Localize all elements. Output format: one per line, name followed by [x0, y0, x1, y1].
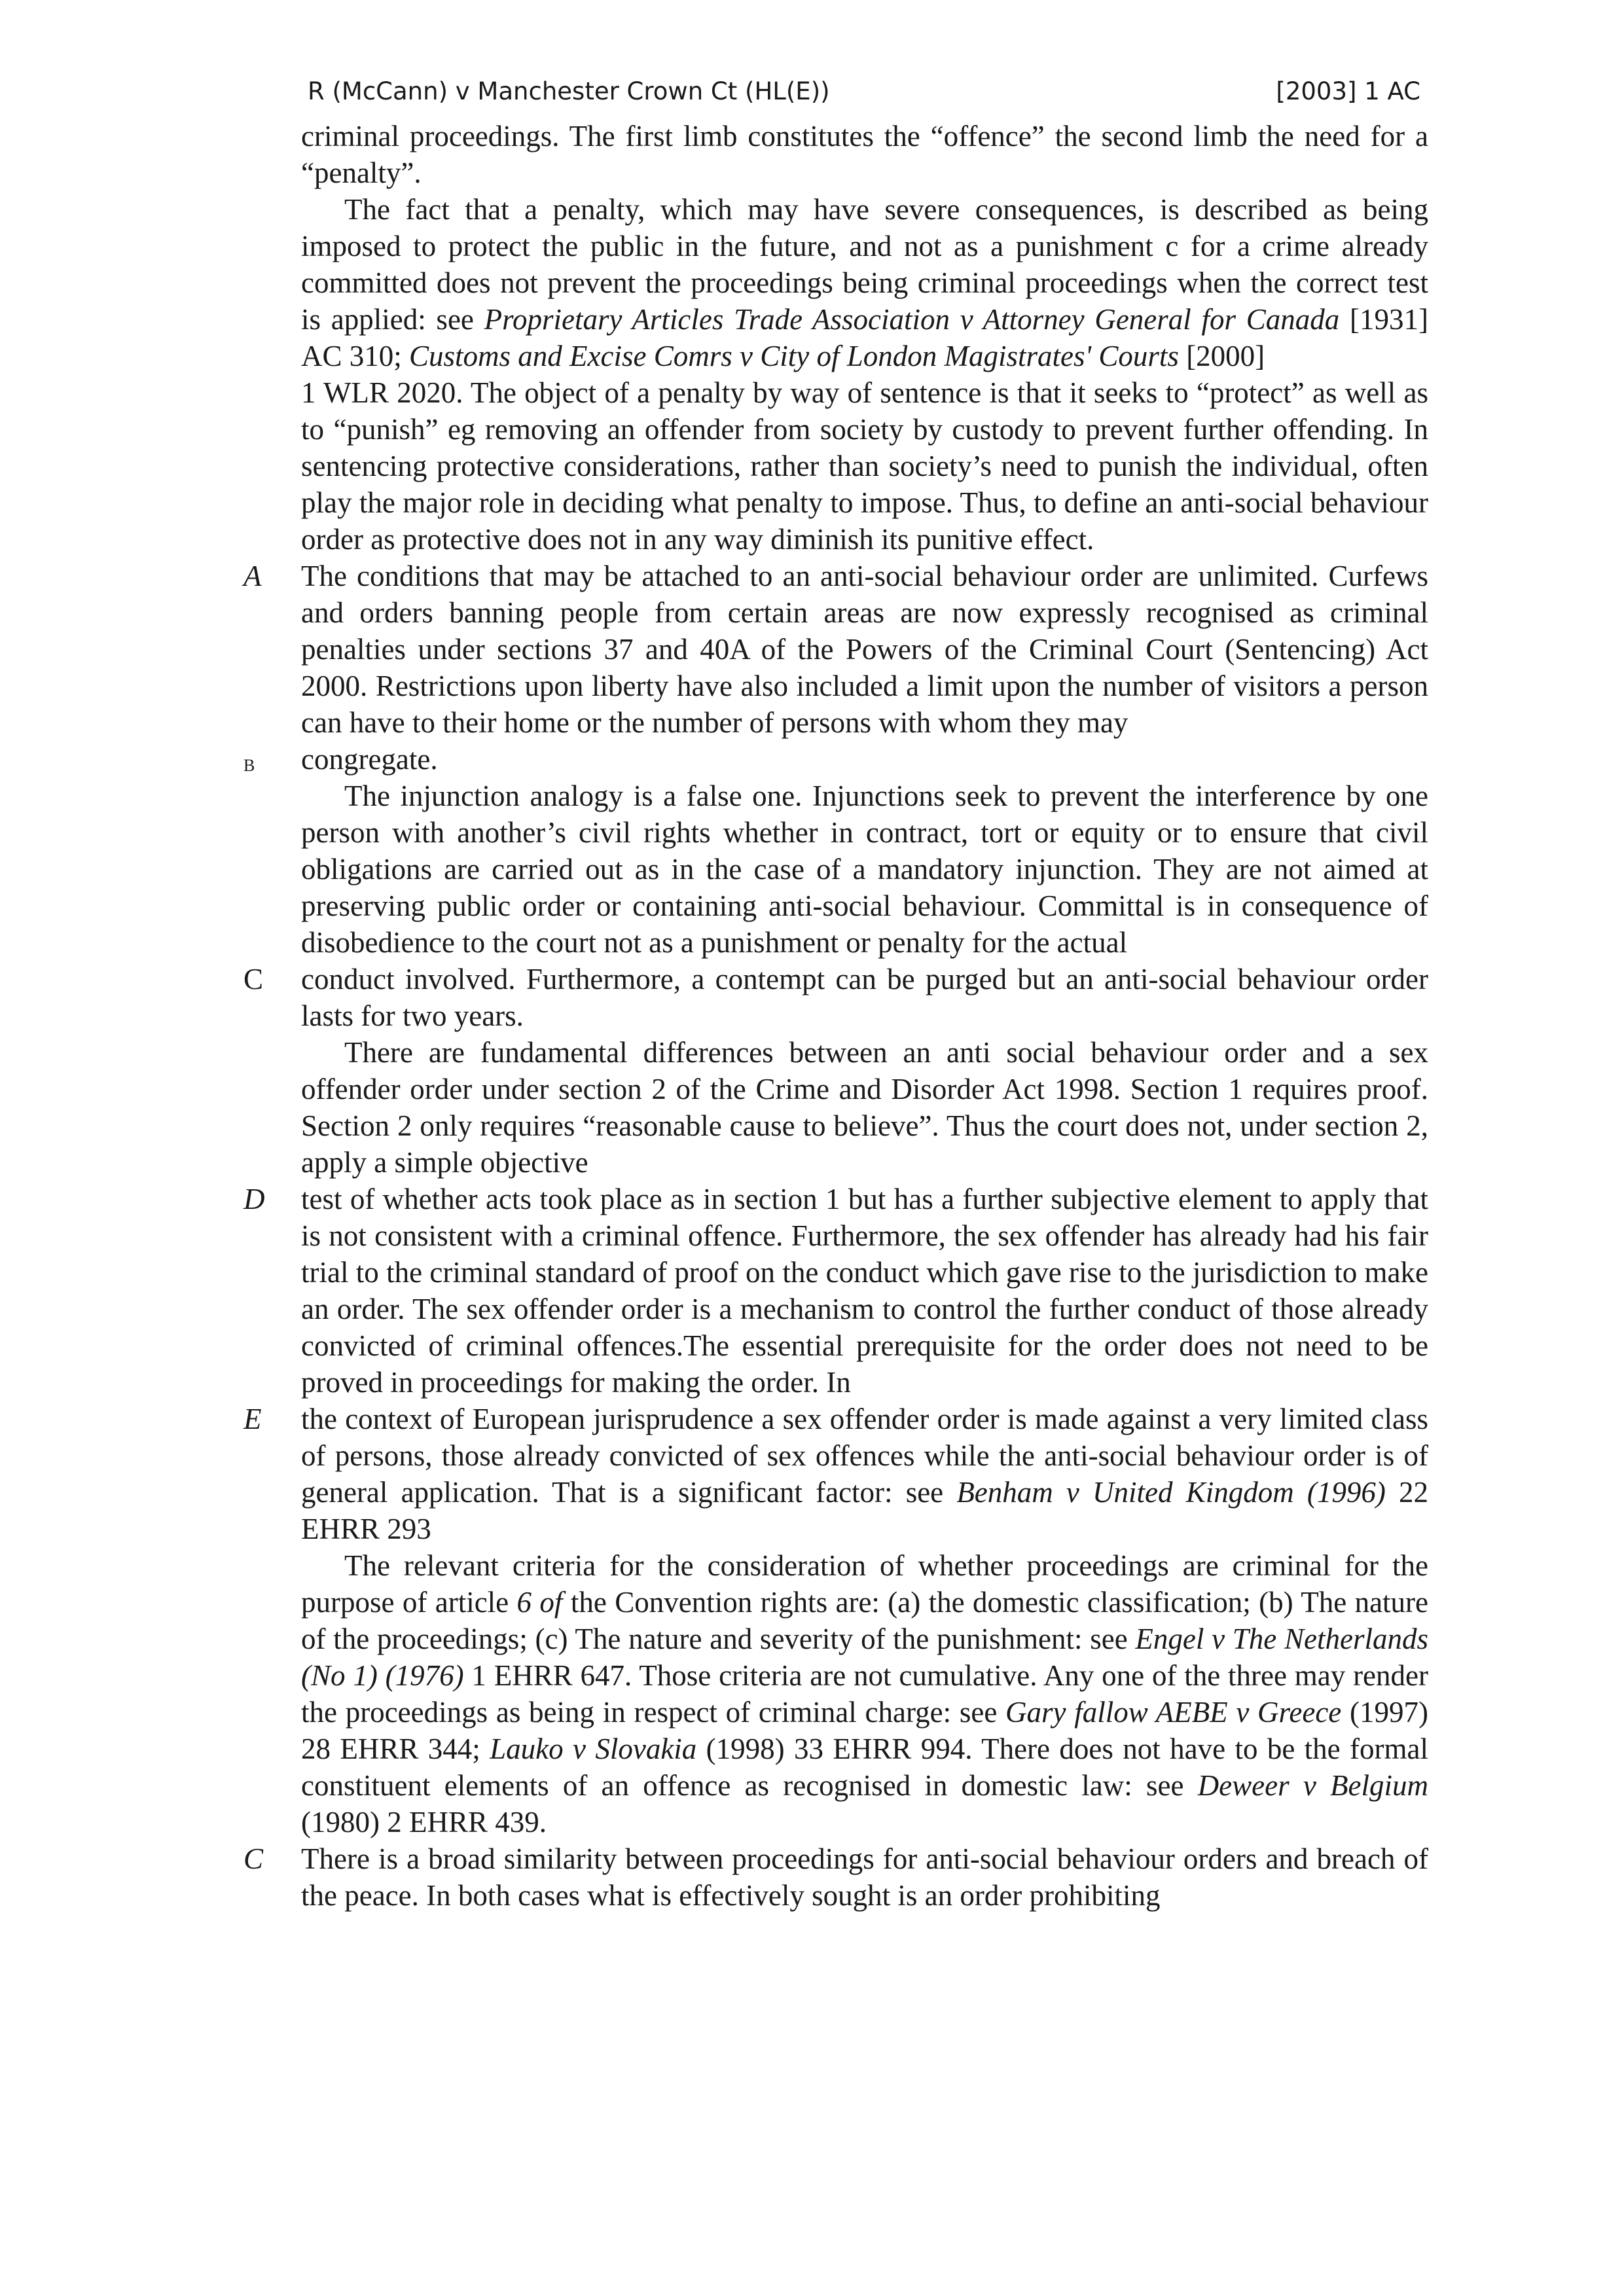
text-run: the context of European jurisprudence a sex offender order is made against a very limited class of persons, those already convicted of sex offences while the anti-social behaviour order is of general application. That is a significant factor: see: [301, 1403, 1428, 1509]
text-run: 1 EHRR 647. Those criteria are not cumulative. Any one of the three may render the proceedings as being in respect of criminal charge: see: [301, 1659, 1428, 1729]
case-citation-italic: Engel v The Netherlands (No 1) (1976): [301, 1623, 1428, 1692]
text-run: 1 WLR 2020. The object of a penalty by way of sentence is that it seeks to “protect” as well as to “punish” eg removing an offender from society by custody to prevent further offending. In sentencing protective considerations, rather than society’s need to punish the individual, often play the major role in deciding what penalty to impose. Thus, to define an anti-social behaviour order as protective does not in any way diminish its punitive effect.: [301, 376, 1428, 556]
paragraph: [244, 1840, 1428, 1914]
judgment-text: [244, 118, 1428, 1914]
paragraph: [244, 374, 1428, 558]
case-citation-italic: 6 of: [516, 1586, 563, 1619]
text-run: criminal proceedings. The first limb constitutes the “offence” the second limb the need for a “penalty”.: [301, 120, 1428, 189]
margin-letter: E: [244, 1403, 262, 1435]
case-citation-italic: Proprietary Articles Trade Association v Attorney General for Canada: [484, 303, 1340, 336]
margin-letter: B: [244, 756, 255, 775]
text-run: (1980) 2 EHRR 439.: [301, 1806, 547, 1839]
paragraph: [244, 741, 1428, 778]
text-run: (1998) 33 EHRR 994. There does not have to be the formal constituent elements of an offence as recognised in domestic law: see: [301, 1732, 1428, 1802]
text-run: [1931] AC 310;: [301, 303, 1428, 372]
text-run: conduct involved. Furthermore, a contempt can be purged but an anti-social behaviour order lasts for two years.: [301, 963, 1428, 1032]
text-run: The fact that a penalty, which may have severe consequences, is described as being imposed to protect the public in the future, and not as a punishment c for a crime already committed does not prevent the proceedings being criminal proceedings when the correct test is applied: see: [301, 193, 1428, 336]
paragraph: [244, 1401, 1428, 1547]
margin-letter: C: [244, 963, 264, 996]
paragraph: [244, 558, 1428, 741]
text-run: There are fundamental differences between an anti social behaviour order and a sex offender order under section 2 of the Crime and Disorder Act 1998. Section 1 requires proof. Section 2 only requires “reasonable cause to believe”. Thus the court does not, under section 2, apply a simple objective: [301, 1036, 1428, 1179]
margin-letter: D: [244, 1183, 265, 1215]
running-header: [308, 77, 1420, 117]
paragraph: [244, 1034, 1428, 1181]
text-run: the Convention rights are: (a) the domestic classification; (b) The nature of the proceedings; (c) The nature and severity of the punishment: see: [301, 1586, 1428, 1655]
text-run: [2000]: [1178, 340, 1265, 372]
text-run: The conditions that may be attached to an anti-social behaviour order are unlimited. Curfews and orders banning people from certain areas are now expressly recognised as criminal penalties under sections 37 and 40A of the Powers of the Criminal Court (Sentencing) Act 2000. Restrictions upon liberty have also included a limit upon the number of visitors a person can have to their home or the number of persons with whom they may: [301, 560, 1428, 739]
case-citation-italic: Lauko v Slovakia: [490, 1732, 697, 1765]
paragraph: [244, 1181, 1428, 1401]
text-run: The injunction analogy is a false one. Injunctions seek to prevent the interference by one person with another’s civil rights whether in contract, tort or equity or to ensure that civil obligations are carried out as in the case of a mandatory injunction. They are not aimed at preserving public order or containing anti-social behaviour. Committal is in consequence of disobedience to the court not as a punishment or penalty for the actual: [301, 780, 1428, 959]
case-citation-italic: Benham v United Kingdom (1996): [956, 1476, 1386, 1509]
paragraph: [244, 1547, 1428, 1840]
paragraph: [244, 961, 1428, 1034]
paragraph: [244, 778, 1428, 961]
text-run: (1997) 28 EHRR 344;: [301, 1696, 1428, 1765]
paragraph: [244, 118, 1428, 191]
text-run: There is a broad similarity between proceedings for anti-social behaviour orders and breach of the peace. In both cases what is effectively sought is an order prohibiting: [301, 1842, 1428, 1912]
text-run: 22 EHRR 293: [301, 1476, 1428, 1545]
paragraph: [244, 191, 1428, 374]
margin-letter: C: [244, 1842, 264, 1875]
text-run: The relevant criteria for the consideration of whether proceedings are criminal for the purpose of article: [301, 1549, 1428, 1619]
case-citation-italic: Customs and Excise Comrs v City of London Magistrates' Courts: [409, 340, 1179, 372]
case-citation-italic: Deweer v Belgium: [1197, 1769, 1428, 1802]
text-run: congregate.: [301, 743, 438, 776]
case-name: R (McCann) v Manchester Crown Ct (HL(E)): [308, 77, 830, 105]
case-citation-italic: Gary fallow AEBE v Greece: [1005, 1696, 1342, 1729]
text-run: test of whether acts took place as in section 1 but has a further subjective element to apply that is not consistent with a criminal offence. Furthermore, the sex offender has already had his fair trial to the criminal standard of proof on the conduct which gave rise to the jurisdiction to make an order. The sex offender order is a mechanism to control the further conduct of those already convicted of criminal offences.The essential prerequisite for the order does not need to be proved in proceedings for making the order. In: [301, 1183, 1428, 1399]
margin-letter: A: [244, 560, 262, 592]
report-citation: [2003] 1 AC: [1276, 77, 1420, 105]
